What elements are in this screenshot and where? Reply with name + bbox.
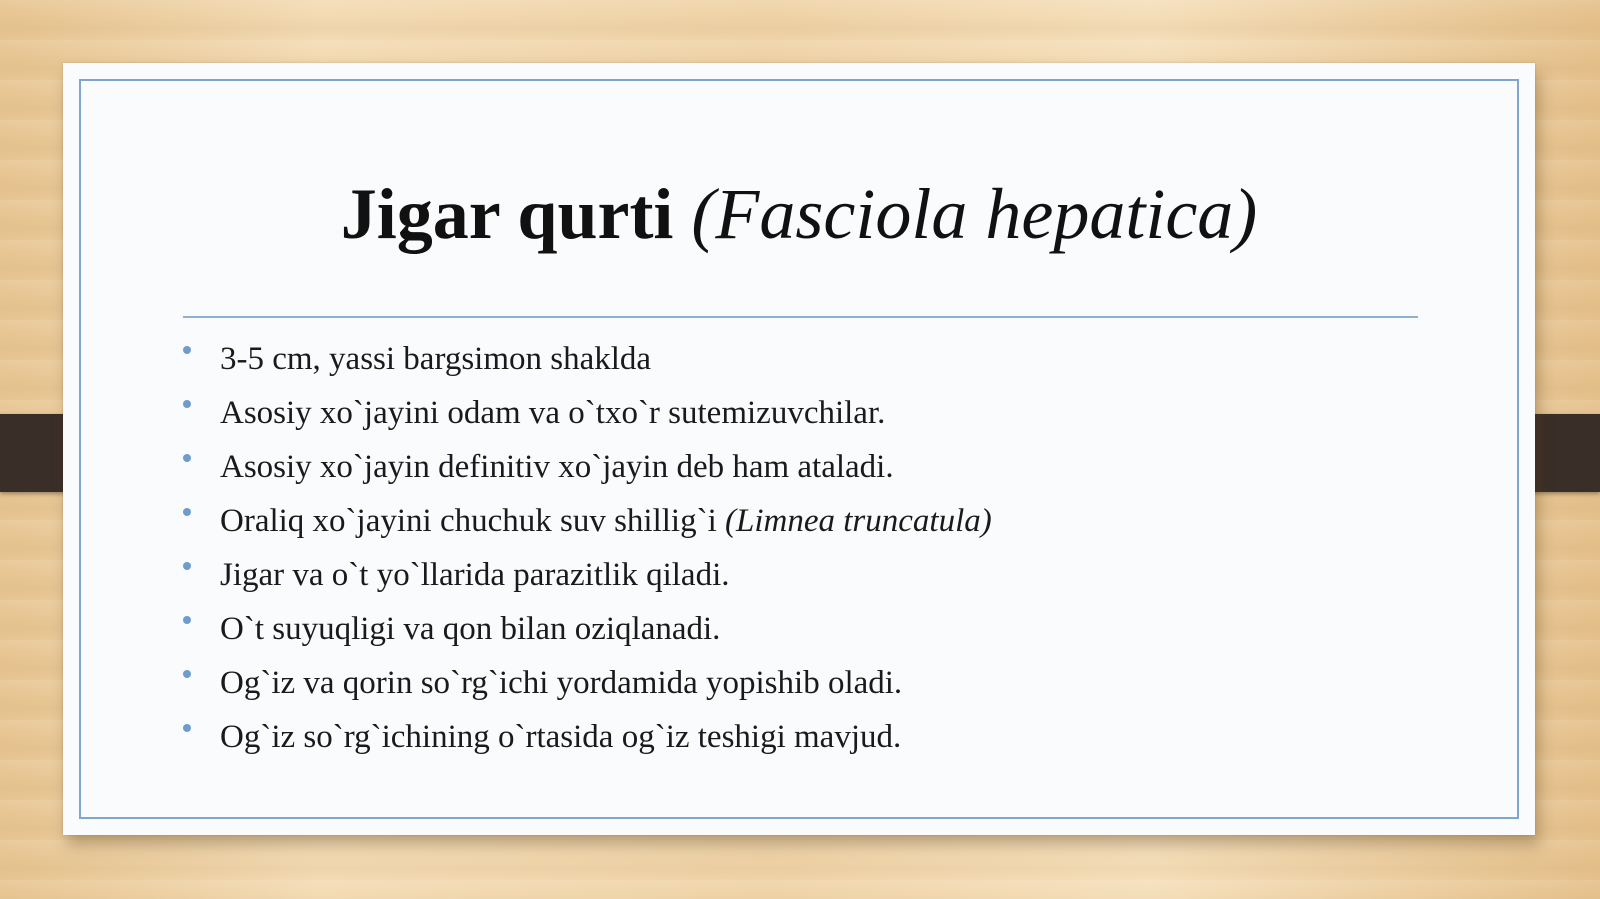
bullet-item — [183, 663, 992, 717]
bullet-dot-icon — [183, 346, 191, 354]
bullet-dot-icon — [183, 454, 191, 462]
bullet-dot-icon — [183, 616, 191, 624]
bullet-item — [183, 717, 992, 771]
slide-title-italic: (Fasciola hepatica) — [691, 174, 1258, 254]
bullet-dot-icon — [183, 400, 191, 408]
bullet-dot-icon — [183, 670, 191, 678]
bullet-text: O`t suyuqligi va qon bilan oziqlanadi. — [220, 611, 721, 647]
bullet-dot-icon — [183, 724, 191, 732]
bullet-text-italic: (Limnea truncatula) — [725, 503, 992, 539]
bullet-item — [183, 447, 992, 501]
title-divider — [183, 316, 1418, 318]
bullet-text: Asosiy xo`jayini odam va o`txo`r sutemizuvchilar. — [220, 395, 886, 431]
bullet-text: Oraliq xo`jayini chuchuk suv shillig`i — [220, 503, 726, 539]
bullet-dot-icon — [183, 508, 191, 516]
bullet-text: Jigar va o`t yo`llarida parazitlik qiladi. — [220, 557, 730, 593]
bullet-text: Og`iz so`rg`ichining o`rtasida og`iz teshigi mavjud. — [220, 719, 902, 755]
bullet-item — [183, 501, 992, 555]
slide-title-bold: Jigar qurti — [340, 174, 692, 254]
slide-title — [63, 175, 1535, 254]
bullet-list — [183, 339, 992, 771]
bullet-text: Asosiy xo`jayin definitiv xo`jayin deb ham ataladi. — [220, 449, 894, 485]
bullet-dot-icon — [183, 562, 191, 570]
bullet-text: 3-5 cm, yassi bargsimon shaklda — [220, 341, 652, 377]
bullet-item — [183, 393, 992, 447]
bullet-item — [183, 555, 992, 609]
bullet-item — [183, 609, 992, 663]
bullet-text: Og`iz va qorin so`rg`ichi yordamida yopishib oladi. — [220, 665, 903, 701]
slide-card — [63, 63, 1535, 835]
bullet-item — [183, 339, 992, 393]
